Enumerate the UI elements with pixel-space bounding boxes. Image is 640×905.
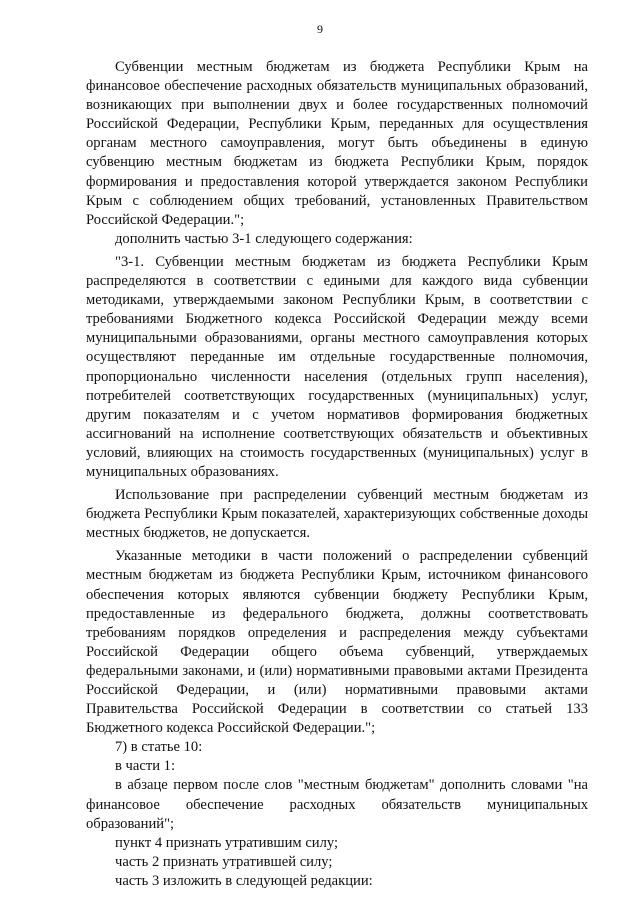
paragraph-part-3-new-wording: часть 3 изложить в следующей редакции: xyxy=(115,872,373,889)
paragraph-part-2-repealed: часть 2 признать утратившей силу; xyxy=(115,853,333,870)
paragraph-item-4-repealed: пункт 4 признать утратившим силу; xyxy=(115,834,339,851)
paragraph-methodology-requirements: Указанные методики в части положений о распределении субвенций местным бюджетам из бюджета Республики Крым, источником финансового обеспечения которых являются субвенции бюджету Республики Крым, предоставленные из федерального бюджета, должны соответствовать требованиям порядков определения и распределения между субъектами Российской Федерации общего объема субвенций, утверждаемых федеральными законами, и (или) нормативными правовыми актами Президента Российской Федерации, и (или) нормативными правовыми актами Правительства Российской Федерации в соответствии со статьей 133 Бюджетного кодекса Российской Федерации."; xyxy=(86,548,588,737)
paragraph-add-part-3-1: дополнить частью 3-1 следующего содержания: xyxy=(115,230,413,247)
page-number: 9 xyxy=(317,22,323,36)
paragraph-subventions-unified: Субвенции местным бюджетам из бюджета Республики Крым на финансовое обеспечение расходных обязательств муниципальных образований, возникающих при выполнении двух и более государственных полномочий Российской Федерации, Республики Крым, переданных для осуществления органам местного самоуправления, могут быть объединены в единую субвенцию местным бюджетам из бюджета Республики Крым, порядок формирования и предоставления которой утверждается законом Республики Крым с соблюдением общих требований, установленных Правительством Российской Федерации."; xyxy=(86,59,588,228)
document-body xyxy=(86,58,588,891)
paragraph-first-subparagraph-amendment: в абзаце первом после слов "местным бюджетам" дополнить словами "на финансовое обеспечение расходных обязательств муниципальных образований"; xyxy=(86,777,588,832)
paragraph-article-10: 7) в статье 10: xyxy=(115,739,203,756)
paragraph-own-revenue-indicators: Использование при распределении субвенций местным бюджетам из бюджета Республики Крым показателей, характеризующих собственные доходы местных бюджетов, не допускается. xyxy=(86,487,588,542)
paragraph-part-1: в части 1: xyxy=(115,758,176,775)
paragraph-part-3-1-distribution: "3-1. Субвенции местным бюджетам из бюджета Республики Крым распределяются в соответствии с едиными для каждого вида субвенции методиками, утверждаемыми законом Республики Крым, в соответствии с требованиями Бюджетного кодекса Российской Федерации между всеми муниципальными образованиями, органы местного самоуправления которых осуществляют переданные им отдельные государственные полномочия, пропорционально численности населения (отдельных групп населения), потребителей соответствующих государственных (муниципальных) услуг, другим показателям и с учетом нормативов формирования бюджетных ассигнований на исполнение соответствующих обязательств и объективных условий, влияющих на стоимость государственных (муниципальных) услуг в муниципальных образованиях. xyxy=(86,253,588,480)
